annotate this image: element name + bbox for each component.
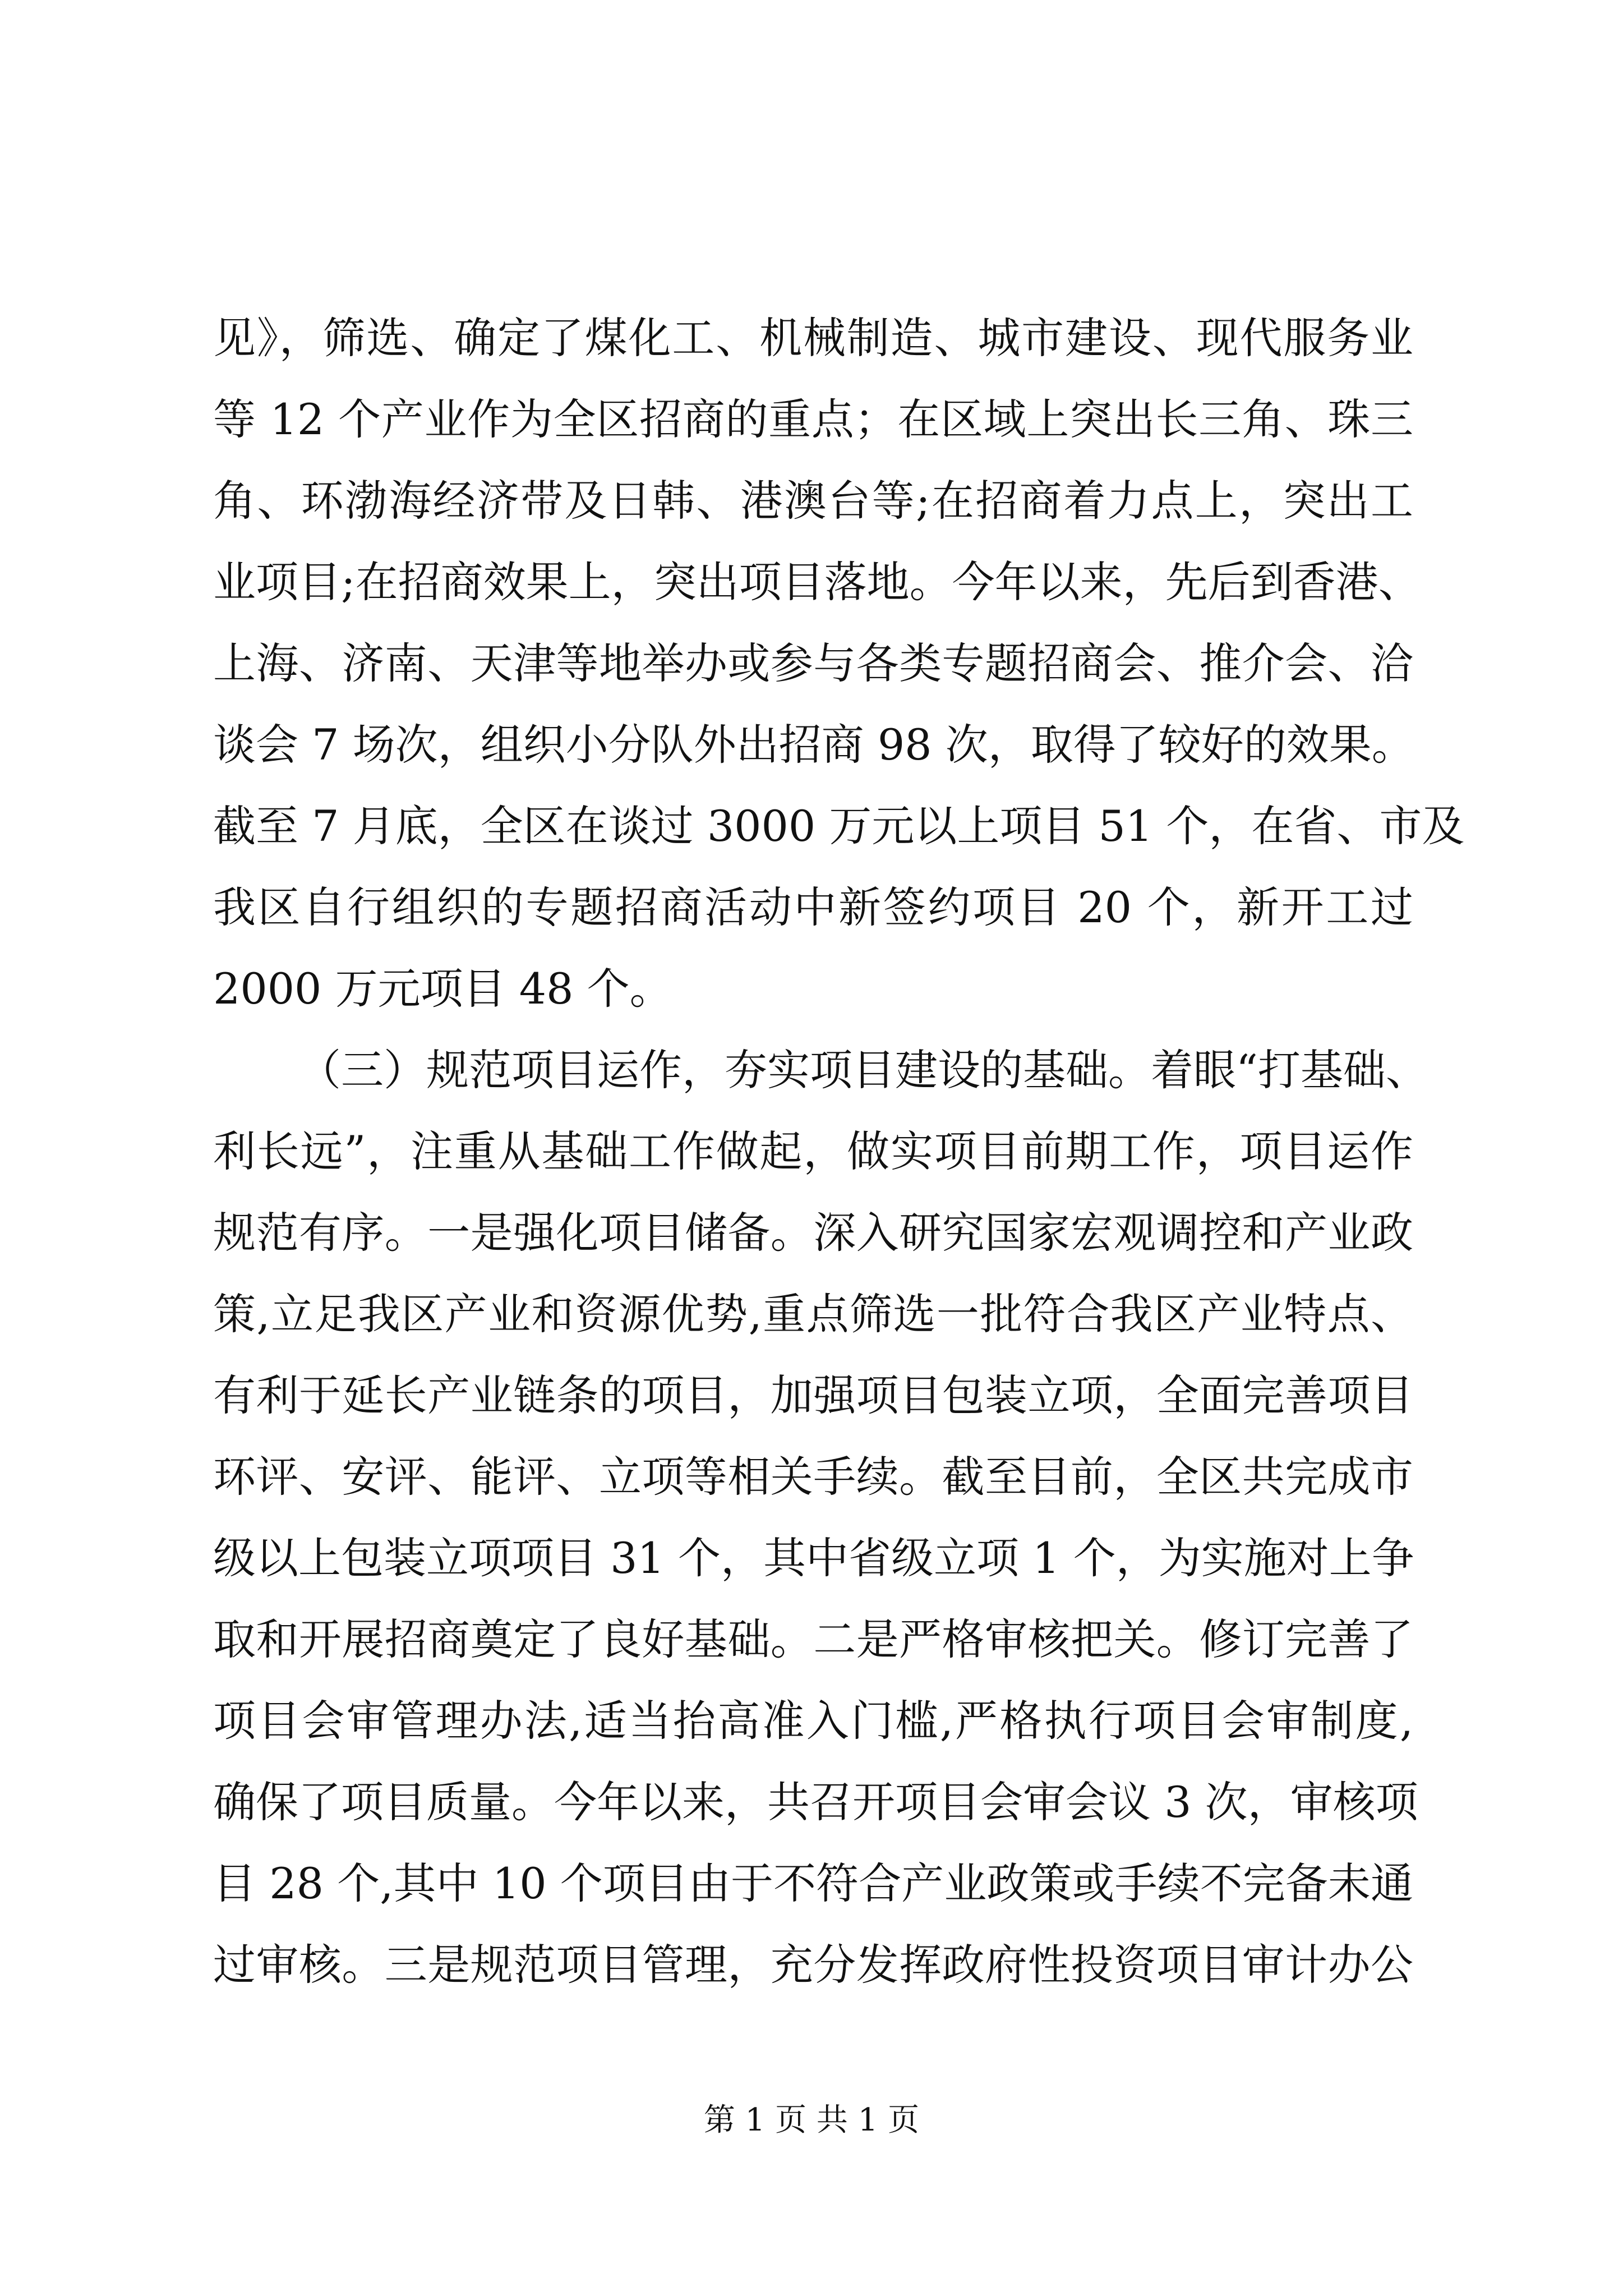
text-line: 我区自行组织的专题招商活动中新签约项目 20 个，新开工过	[213, 882, 1413, 932]
text-line: 见》，筛选、确定了煤化工、机械制造、城市建设、现代服务业	[213, 313, 1413, 363]
text-line: 截至 7 月底，全区在谈过 3000 万元以上项目 51 个，在省、市及	[213, 801, 1465, 851]
text-line: 级以上包装立项项目 31 个，其中省级立项 1 个，为实施对上争	[213, 1533, 1414, 1583]
text-line: 等 12 个产业作为全区招商的重点；在区域上突出长三角、珠三	[213, 394, 1413, 444]
text-line: 规范有序。一是强化项目储备。深入研究国家宏观调控和产业政	[213, 1208, 1413, 1258]
text-line: 项目会审管理办法,适当抬高准入门槛,严格执行项目会审制度,	[213, 1696, 1413, 1746]
text-line: 取和开展招商奠定了良好基础。二是严格审核把关。修订完善了	[213, 1614, 1413, 1664]
text-line: 有利于延长产业链条的项目，加强项目包装立项，全面完善项目	[213, 1370, 1413, 1420]
text-line: 确保了项目质量。今年以来，共召开项目会审会议 3 次，审核项	[213, 1777, 1418, 1827]
text-line: 角、环渤海经济带及日韩、港澳台等;在招商着力点上，突出工	[213, 476, 1413, 526]
text-line: 上海、济南、天津等地举办或参与各类专题招商会、推介会、洽	[213, 638, 1413, 688]
text-line: 谈会 7 场次，组织小分队外出招商 98 次，取得了较好的效果。	[213, 720, 1414, 770]
paragraph-start-line: （三）规范项目运作，夯实项目建设的基础。着眼“打基础、	[298, 1045, 1428, 1095]
text-line: 2000 万元项目 48 个。	[213, 964, 672, 1014]
text-line: 业项目;在招商效果上，突出项目落地。今年以来，先后到香港、	[213, 557, 1421, 607]
text-line: 目 28 个,其中 10 个项目由于不符合产业政策或手续不完备未通	[213, 1858, 1413, 1908]
text-line: 环评、安评、能评、立项等相关手续。截至目前，全区共完成市	[213, 1452, 1413, 1502]
page-footer: 第 1 页 共 1 页	[703, 2102, 920, 2138]
text-line: 策,立足我区产业和资源优势,重点筛选一批符合我区产业特点、	[213, 1289, 1413, 1339]
text-line: 利长远”，注重从基础工作做起，做实项目前期工作，项目运作	[213, 1126, 1413, 1176]
body-text	[213, 297, 1465, 2005]
text-line: 过审核。三是规范项目管理，充分发挥政府性投资项目审计办公	[213, 1940, 1413, 1990]
